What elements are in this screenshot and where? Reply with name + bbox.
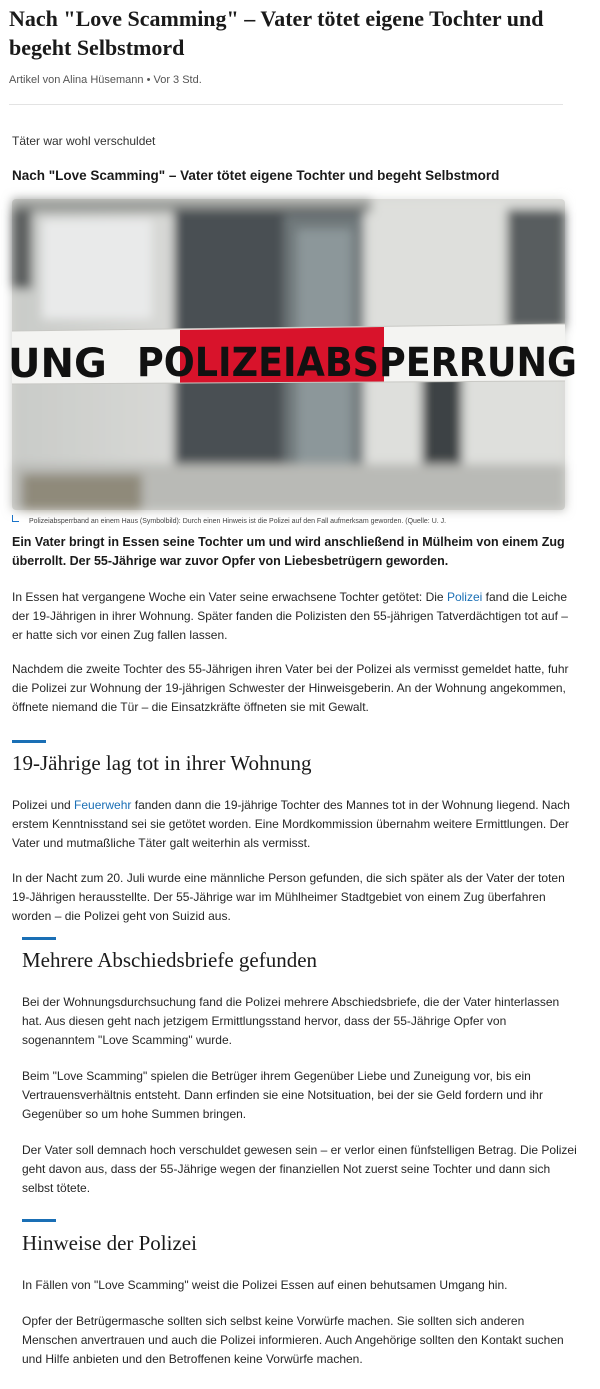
section-heading-1: 19-Jährige lag tot in ihrer Wohnung — [12, 751, 312, 775]
section-accent — [22, 937, 56, 940]
paragraph-7: Der Vater soll demnach hoch verschuldet gewesen sein – er verlor einen fünfstelligen Betrag. Die Polizei geht davon aus, dass der 55-Jährige wegen der finanziellen Not zuerst seine Tochter und dann sich selbst tötete. — [22, 1143, 577, 1195]
article-subtitle: Nach "Love Scamming" – Vater tötet eigene Tochter und begeht Selbstmord — [12, 168, 500, 183]
link-feuerwehr[interactable]: Feuerwehr — [74, 798, 132, 812]
paragraph-8: In Fällen von "Love Scamming" weist die Polizei Essen auf einen behutsamen Umgang hin. — [22, 1278, 508, 1292]
paragraph-2: Nachdem die zweite Tochter des 55-Jährigen ihren Vater bei der Polizei als vermisst gemeldet hatte, fuhr die Polizei zur Wohnung der 19-jährigen Schwester der Hinweisgeberin. An der Wohnung angekommen, öffnete niemand die Tür – die Einsatzkräfte öffneten sie mit Gewalt. — [12, 662, 569, 714]
caption-corner-icon — [12, 515, 19, 522]
paragraph-5: Bei der Wohnungsdurchsuchung fand die Polizei mehrere Abschiedsbriefe, die der Vater hinterlassen hat. Aus diesen geht nach jetzigem Ermittlungsstand hervor, dass der 55-Jährige Opfer von sogenanntem "Love Scamming" wurde. — [22, 995, 560, 1047]
section-heading-3: Hinweise der Polizei — [22, 1231, 197, 1255]
tape-text: POLIZEIABSPERRUNG — [137, 340, 577, 386]
section-accent — [22, 1219, 56, 1222]
section-accent — [12, 740, 46, 743]
paragraph-4: In der Nacht zum 20. Juli wurde eine männliche Person gefunden, die sich später als der Vater der toten 19-Jährigen herausstellte. Der 55-Jährige war im Mühlheimer Stadtgebiet von einem Zug überfahren worden – die Polizei geht von Suizid aus. — [12, 871, 565, 923]
link-polizei[interactable]: Polizei — [446, 590, 483, 604]
article-title: Nach "Love Scamming" – Vater tötet eigene Tochter und begeht Selbstmord — [9, 6, 544, 60]
police-tape-photo — [8, 199, 577, 510]
paragraph-3: Polizei und Feuerwehr fanden dann die 19-jährige Tochter des Mannes tot in der Wohnung liegend. Nach erstem Kenntnisstand sei sie getötet worden. Eine Mordkommission übernahm weitere Ermittlungen. Der Vater und mutmaßliche Täter galt weiterhin als vermisst. — [12, 798, 570, 850]
section-heading-2: Mehrere Abschiedsbriefe gefunden — [22, 948, 318, 972]
byline: Artikel von Alina Hüsemann • Vor 3 Std. — [9, 74, 202, 86]
hero-image — [8, 199, 577, 510]
article-lead: Ein Vater bringt in Essen seine Tochter um und wird anschließend in Mülheim von einem Zug überrollt. Der 55-Jährige war zuvor Opfer von Liebesbetrügern geworden. — [12, 535, 565, 568]
paragraph-6: Beim "Love Scamming" spielen die Betrüger ihrem Gegenüber Liebe und Zuneigung vor, bis ein Vertrauensverhältnis entsteht. Dann erfinden sie eine Notsituation, bei der sie Geld fordern und ihr Gegenüber so um hohe Summen bringen. — [22, 1069, 543, 1121]
paragraph-9: Opfer der Betrügermasche sollten sich selbst keine Vorwürfe machen. Sie sollten sich anderen Menschen anvertrauen und auch die Polizei informieren. Auch Angehörige sollten den Kontakt suchen und Hilfe anbieten und den Betroffenen keine Vorwürfe machen. — [22, 1314, 564, 1366]
kicker: Täter war wohl verschuldet — [12, 134, 156, 148]
image-caption: Polizeiabsperrband an einem Haus (Symbolbild): Durch einen Hinweis ist die Polizei auf den Fall aufmerksam geworden. (Quelle: U. J. — [12, 515, 572, 525]
tape-text-left: UNG — [8, 341, 107, 387]
divider — [9, 104, 563, 105]
paragraph-1: In Essen hat vergangene Woche ein Vater seine erwachsene Tochter getötet: Die Polizei fand die Leiche der 19-Jährigen in ihrer Wohnung. Später fanden die Polizisten den 55-jährigen Tatverdächtigen tot auf – er hatte sich vor einen Zug fallen lassen. — [12, 590, 568, 642]
